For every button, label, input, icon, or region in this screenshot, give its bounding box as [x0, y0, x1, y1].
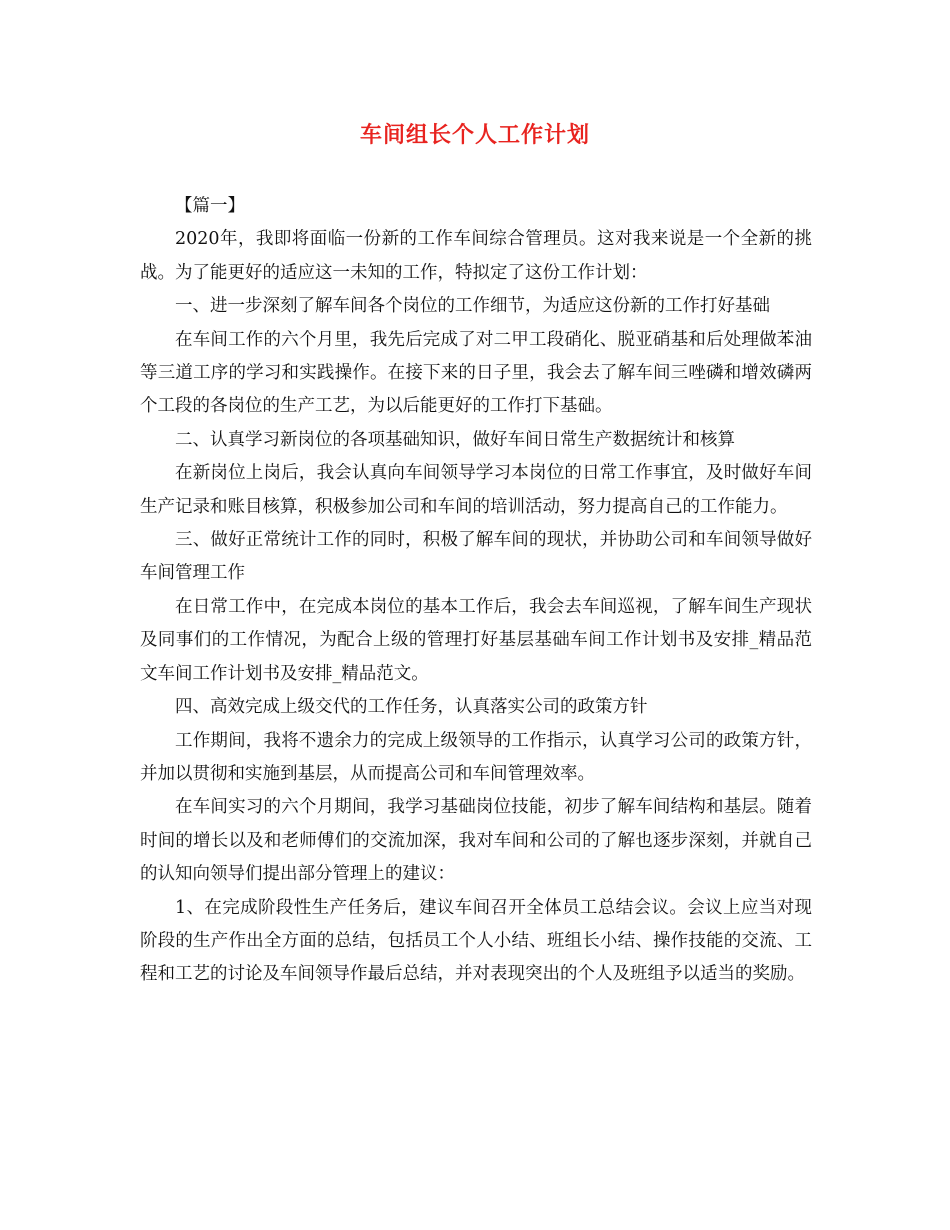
paragraph: 工作期间，我将不遗余力的完成上级领导的工作指示，认真学习公司的政策方针，并加以贯彻和实施到基层，从而提高公司和车间管理效率。 [140, 730, 812, 784]
section-heading: 【篇一】 [175, 196, 245, 216]
paragraph: 在日常工作中，在完成本岗位的基本工作后，我会去车间巡视，了解车间生产现状及同事们的工作情况，为配合上级的管理打好基层基础车间工作计划书及安排_精品范文车间工作计划书及安排_精品范文。 [140, 596, 812, 684]
paragraph: 1、在完成阶段性生产任务后，建议车间召开全体员工总结会议。会议上应当对现阶段的生产作出全方面的总结，包括员工个人小结、班组长小结、操作技能的交流、工程和工艺的讨论及车间领导作最后总结，并对表现突出的个人及班组予以适当的奖励。 [140, 897, 812, 985]
paragraph: 一、进一步深刻了解车间各个岗位的工作细节，为适应这份新的工作打好基础 [175, 296, 770, 317]
paragraph: 二、认真学习新岗位的各项基础知识，做好车间日常生产数据统计和核算 [175, 429, 735, 450]
paragraph: 在车间工作的六个月里，我先后完成了对二甲工段硝化、脱亚硝基和后处理做苯油等三道工序的学习和实践操作。在接下来的日子里，我会去了解车间三唑磷和增效磷两个工段的各岗位的生产工艺，为以后能更好的工作打下基础。 [140, 329, 812, 417]
document-title: 车间组长个人工作计划 [359, 123, 590, 148]
paragraph: 在新岗位上岗后，我会认真向车间领导学习本岗位的日常工作事宜，及时做好车间生产记录和账目核算，积极参加公司和车间的培训活动，努力提高自己的工作能力。 [140, 463, 812, 517]
document-body [140, 190, 812, 992]
paragraph: 2020年，我即将面临一份新的工作车间综合管理员。这对我来说是一个全新的挑战。为了能更好的适应这一未知的工作，特拟定了这份工作计划： [140, 229, 812, 283]
paragraph: 在车间实习的六个月期间，我学习基础岗位技能，初步了解车间结构和基层。随着时间的增长以及和老师傅们的交流加深，我对车间和公司的了解也逐步深刻，并就自己的认知向领导们提出部分管理上的建议： [140, 797, 812, 885]
paragraph: 四、高效完成上级交代的工作任务，认真落实公司的政策方针 [175, 697, 648, 718]
paragraph: 三、做好正常统计工作的同时，积极了解车间的现状，并协助公司和车间领导做好车间管理工作 [140, 530, 812, 584]
